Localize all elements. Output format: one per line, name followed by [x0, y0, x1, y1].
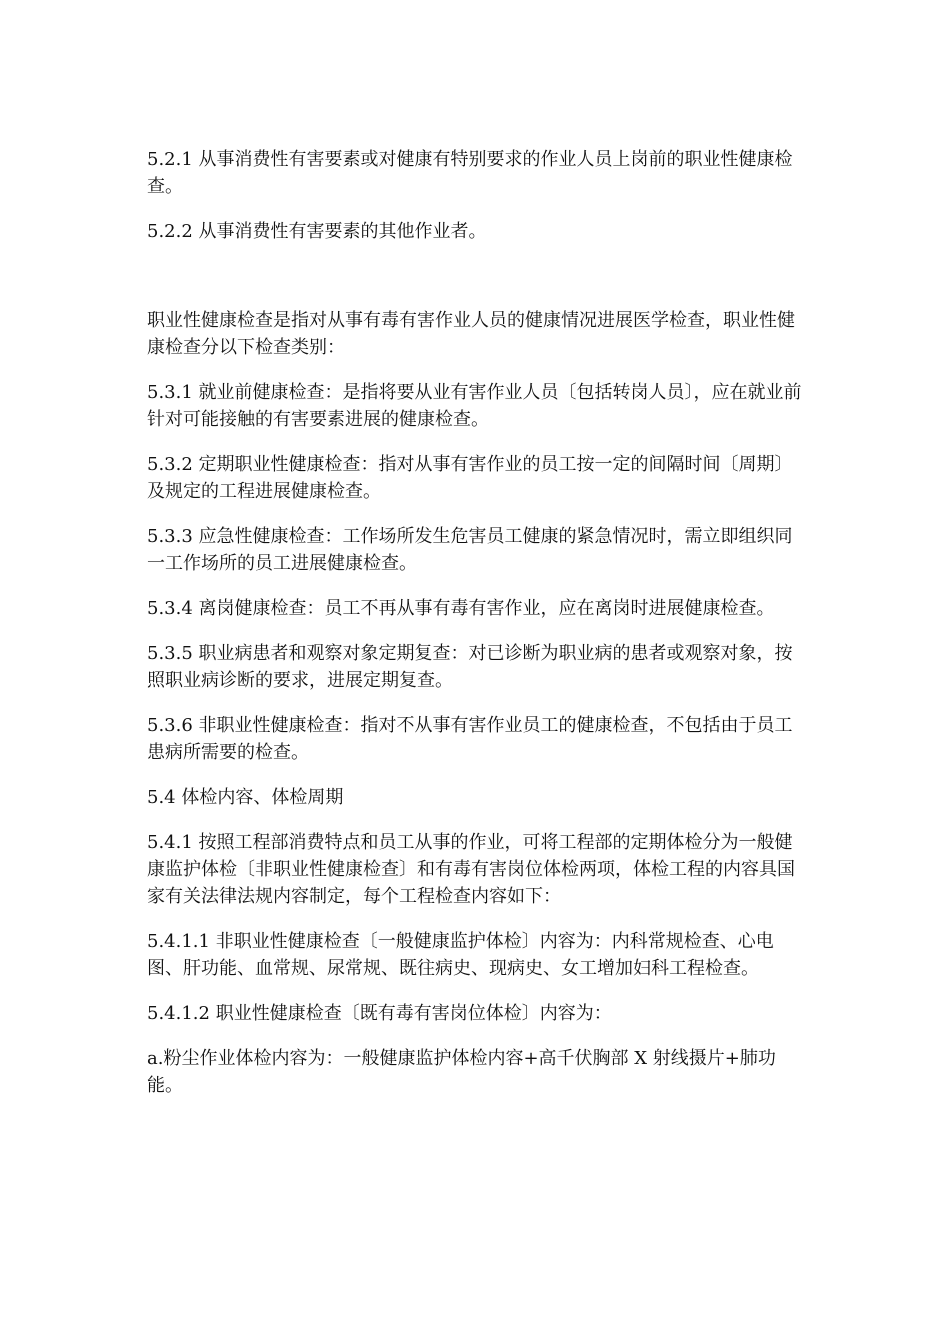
paragraph-5-3-1: 5.3.1 就业前健康检查：是指将要从业有害作业人员〔包括转岗人员〕，应在就业前针对可能接触的有害要素进展的健康检查。 [147, 382, 802, 430]
paragraph-5-3-2: 5.3.2 定期职业性健康检查：指对从事有害作业的员工按一定的间隔时间〔周期〕及规定的工程进展健康检查。 [147, 454, 793, 502]
paragraph-5-4-1-2: 5.4.1.2 职业性健康检查〔既有毒有害岗位体检〕内容为： [147, 1003, 612, 1024]
paragraph-health-check-intro: 职业性健康检查是指对从事有毒有害作业人员的健康情况进展医学检查，职业性健康检查分以下检查类别： [147, 310, 795, 358]
document-body [147, 146, 807, 1117]
paragraph-5-2-1: 5.2.1 从事消费性有害要素或对健康有特别要求的作业人员上岗前的职业性健康检查。 [147, 149, 793, 197]
paragraph-5-4-1-1: 5.4.1.1 非职业性健康检查〔一般健康监护体检〕内容为：内科常规检查、心电图、肝功能、血常规、尿常规、既往病史、现病史、女工增加妇科工程检查。 [147, 931, 774, 979]
paragraph-5-3-4: 5.3.4 离岗健康检查：员工不再从事有毒有害作业，应在离岗时进展健康检查。 [147, 598, 775, 619]
paragraph-5-3-6: 5.3.6 非职业性健康检查：指对不从事有害作业员工的健康检查，不包括由于员工患病所需要的检查。 [147, 715, 793, 763]
paragraph-5-3-3: 5.3.3 应急性健康检查：工作场所发生危害员工健康的紧急情况时，需立即组织同一工作场所的员工进展健康检查。 [147, 526, 793, 574]
paragraph-dust-exam: a.粉尘作业体检内容为：一般健康监护体检内容+高千伏胸部 X 射线摄片+肺功能。 [147, 1048, 776, 1096]
paragraph-5-2-2: 5.2.2 从事消费性有害要素的其他作业者。 [147, 221, 487, 242]
paragraph-5-4-1: 5.4.1 按照工程部消费特点和员工从事的作业，可将工程部的定期体检分为一般健康监护体检〔非职业性健康检查〕和有毒有害岗位体检两项，体检工程的内容具国家有关法律法规内容制定，每个工程检查内容如下： [147, 832, 795, 907]
paragraph-5-3-5: 5.3.5 职业病患者和观察对象定期复查：对已诊断为职业病的患者或观察对象，按照职业病诊断的要求，进展定期复查。 [147, 643, 793, 691]
section-heading-5-4: 5.4 体检内容、体检周期 [147, 787, 344, 808]
